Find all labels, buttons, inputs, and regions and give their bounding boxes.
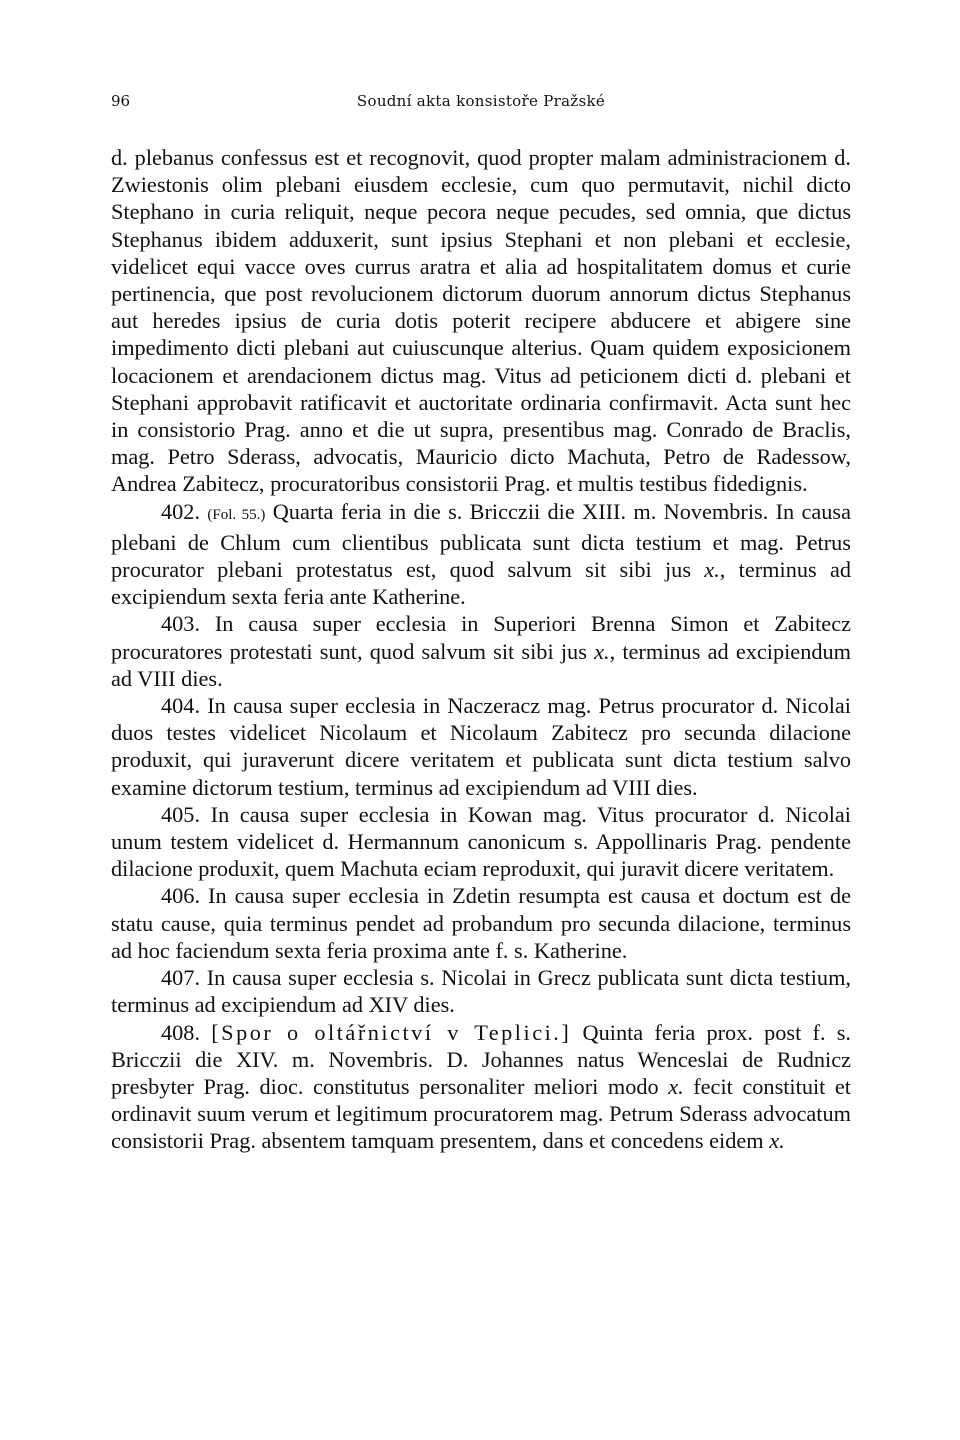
page-number: 96 [111, 92, 131, 110]
entry-number: 407. [161, 965, 201, 991]
entry-text: Quinta feria prox. post f. s. Bricczii die XIV. m. Novembris. D. Johannes natus Wenceslai de Rudnicz presbyter Prag. dioc. constitutus personaliter meliori modo [111, 1019, 851, 1099]
folio-reference: (Fol. 55.) [207, 506, 266, 523]
entry-italic-2: x. [769, 1128, 785, 1154]
entry-404 [111, 692, 851, 801]
running-title: Soudní akta konsistoře Pražské [356, 92, 606, 110]
entry-number: 405. [161, 801, 201, 827]
entry-number: 403. [161, 611, 201, 637]
entry-text-after: , terminus ad excipiendum ad VIII dies. [111, 638, 851, 691]
entry-italic: x. [704, 557, 720, 583]
section-heading-spaced: [Spor o oltářnictví v Teplici.] [211, 1019, 572, 1045]
entry-number: 406. [161, 883, 201, 909]
entry-number: 408. [161, 1019, 201, 1045]
entry-403 [111, 610, 851, 692]
document-body [111, 144, 851, 1155]
entry-408 [111, 1019, 851, 1155]
entry-text: In causa super ecclesia in Superiori Brenna Simon et Zabitecz procuratores protestati sunt, quod salvum sit sibi jus [111, 611, 851, 664]
entry-text: In causa super ecclesia in Zdetin resumpta est causa et doctum est de statu cause, quia terminus pendet ad probandum pro secunda dilacione, terminus ad hoc faciendum sexta feria proxima ante f. s. Katherine. [111, 883, 851, 963]
entry-italic: x. [668, 1073, 684, 1099]
entry-text-after: fecit constituit et ordinavit suum verum et legitimum procuratorem mag. Petrum Sderass advocatum consistorii Prag. absentem tamquam presentem, dans et concedens eidem [111, 1073, 851, 1154]
page-header [111, 88, 851, 116]
entry-text: In causa super ecclesia in Naczeracz mag. Petrus procurator d. Nicolai duos testes videlicet Nicolaum et Nicolaum Zabitecz pro secunda dilacione produxit, qui juraverunt dicere veritatem et publicata sunt dicta testium salvo examine dictorum testium, terminus ad excipiendum ad VIII dies. [111, 693, 852, 800]
entry-402 [111, 498, 851, 611]
entry-text-after: , terminus ad excipiendum sexta feria ante Katherine. [111, 557, 851, 610]
entry-text: Quarta feria in die s. Bricczii die XIII. m. Novembris. In causa plebani de Chlum cum clientibus publicata sunt dicta testium et mag. Petrus procurator plebani protestatus est, quod salvum sit sibi jus [111, 498, 852, 583]
entry-number: 402. [161, 498, 201, 524]
entry-italic: x. [594, 638, 610, 664]
continuation-paragraph: d. plebanus confessus est et recognovit, quod propter malam administracionem d. Zwiestonis olim plebani eiusdem ecclesie, cum quo permutavit, nichil dicto Stephano in curia reliquit, neque pecora neque pecudes, sed omnia, que dictus Stephanus ibidem adduxerit, sunt ipsius Stephani et non plebani et ecclesie, videlicet equi vacce oves currus aratra et alia ad hospitalitatem domus et curie pertinencia, que post revolucionem dictorum duorum annorum dictus Stephanus aut heredes ipsius de curia dotis poterit recipere abducere et abigere sine impedimento dicti plebani aut cuiuscunque alterius. Quam quidem exposicionem locacionem et arendacionem dictus mag. Vitus ad peticionem dicti d. plebani et Stephani approbavit ratificavit et auctoritate ordinaria confirmavit. Acta sunt hec in consistorio Prag. anno et die ut supra, presentibus mag. Conrado de Braclis, mag. Petro Sderass, advocatis, Mauricio dicto Machuta, Petro de Radessow, Andrea Zabitecz, procuratoribus consistorii Prag. et multis testibus fidedignis. [111, 145, 851, 497]
entry-text: In causa super ecclesia in Kowan mag. Vitus procurator d. Nicolai unum testem videlicet d. Hermannum canonicum s. Appollinaris Prag. pendente dilacione produxit, quem Machuta eciam reproduxit, qui juravit dicere veritatem. [111, 801, 851, 882]
entry-405 [111, 801, 851, 883]
entry-text: In causa super ecclesia s. Nicolai in Grecz publicata sunt dicta testium, terminus ad excipiendum ad XIV dies. [111, 965, 851, 1018]
entry-number: 404. [161, 693, 201, 719]
entry-406 [111, 882, 851, 964]
document-page [111, 88, 851, 1155]
entry-407 [111, 964, 851, 1018]
